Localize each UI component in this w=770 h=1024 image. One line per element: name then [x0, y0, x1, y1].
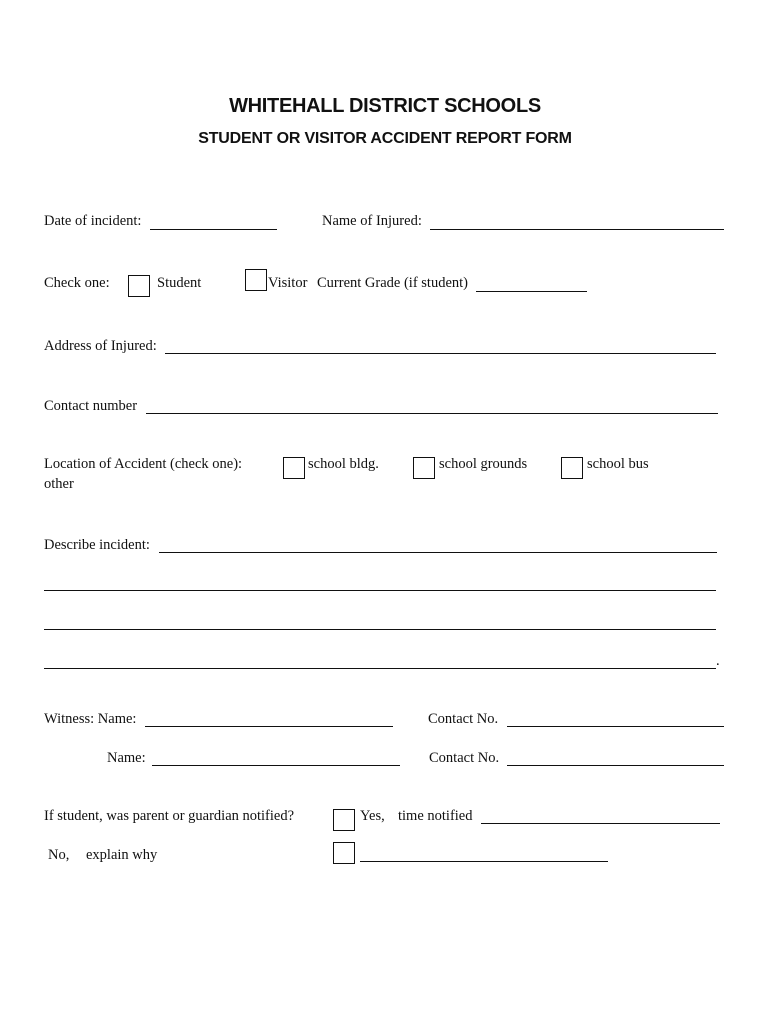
location-label: Location of Accident (check one): [44, 456, 243, 472]
explain-why-field[interactable] [360, 861, 608, 862]
yes-checkbox[interactable] [333, 809, 355, 831]
check-one-label: Check one: [44, 275, 110, 291]
student-label: Student [157, 275, 202, 291]
current-grade-field[interactable] [476, 291, 587, 292]
contact-number-field[interactable] [146, 413, 718, 414]
witness2-contact-field[interactable] [507, 765, 724, 766]
describe-end-period: . [716, 653, 720, 669]
form-subtitle: STUDENT OR VISITOR ACCIDENT REPORT FORM [198, 130, 572, 147]
no-checkbox[interactable] [333, 842, 355, 864]
contact-number-label: Contact number [44, 398, 138, 414]
explain-why-label: explain why [86, 847, 158, 863]
witness-contact-field[interactable] [507, 726, 724, 727]
address-field[interactable] [165, 353, 716, 354]
name-of-injured-label: Name of Injured: [322, 213, 422, 229]
current-grade-label: Current Grade (if student) [317, 275, 468, 291]
describe-incident-line-1[interactable] [159, 552, 717, 553]
describe-incident-line-2[interactable] [44, 590, 716, 591]
student-checkbox[interactable] [128, 275, 150, 297]
witness-name-label: Witness: Name: [44, 711, 137, 727]
school-bus-label: school bus [587, 456, 649, 472]
school-grounds-checkbox[interactable] [413, 457, 435, 479]
school-bus-checkbox[interactable] [561, 457, 583, 479]
yes-label: Yes, [360, 808, 385, 824]
witness2-contact-label: Contact No. [429, 750, 500, 766]
witness-name-field[interactable] [145, 726, 393, 727]
visitor-label: Visitor [268, 275, 308, 291]
no-label: No, [48, 847, 70, 863]
witness-contact-label: Contact No. [428, 711, 499, 727]
witness2-name-field[interactable] [152, 765, 400, 766]
describe-incident-line-3[interactable] [44, 629, 716, 630]
name-of-injured-field[interactable] [430, 229, 724, 230]
describe-incident-line-4[interactable] [44, 668, 716, 669]
date-of-incident-label: Date of incident: [44, 213, 142, 229]
location-other-label: other [44, 476, 74, 492]
time-notified-field[interactable] [481, 823, 720, 824]
address-label: Address of Injured: [44, 338, 157, 354]
witness2-name-label: Name: [107, 750, 146, 766]
parent-notified-label: If student, was parent or guardian notified? [44, 808, 295, 824]
school-bldg-checkbox[interactable] [283, 457, 305, 479]
date-of-incident-field[interactable] [150, 229, 277, 230]
school-grounds-label: school grounds [439, 456, 528, 472]
describe-incident-label: Describe incident: [44, 537, 150, 553]
visitor-checkbox[interactable] [245, 269, 267, 291]
time-notified-label: time notified [398, 808, 473, 824]
school-bldg-label: school bldg. [308, 456, 379, 472]
form-title: WHITEHALL DISTRICT SCHOOLS [229, 95, 541, 117]
